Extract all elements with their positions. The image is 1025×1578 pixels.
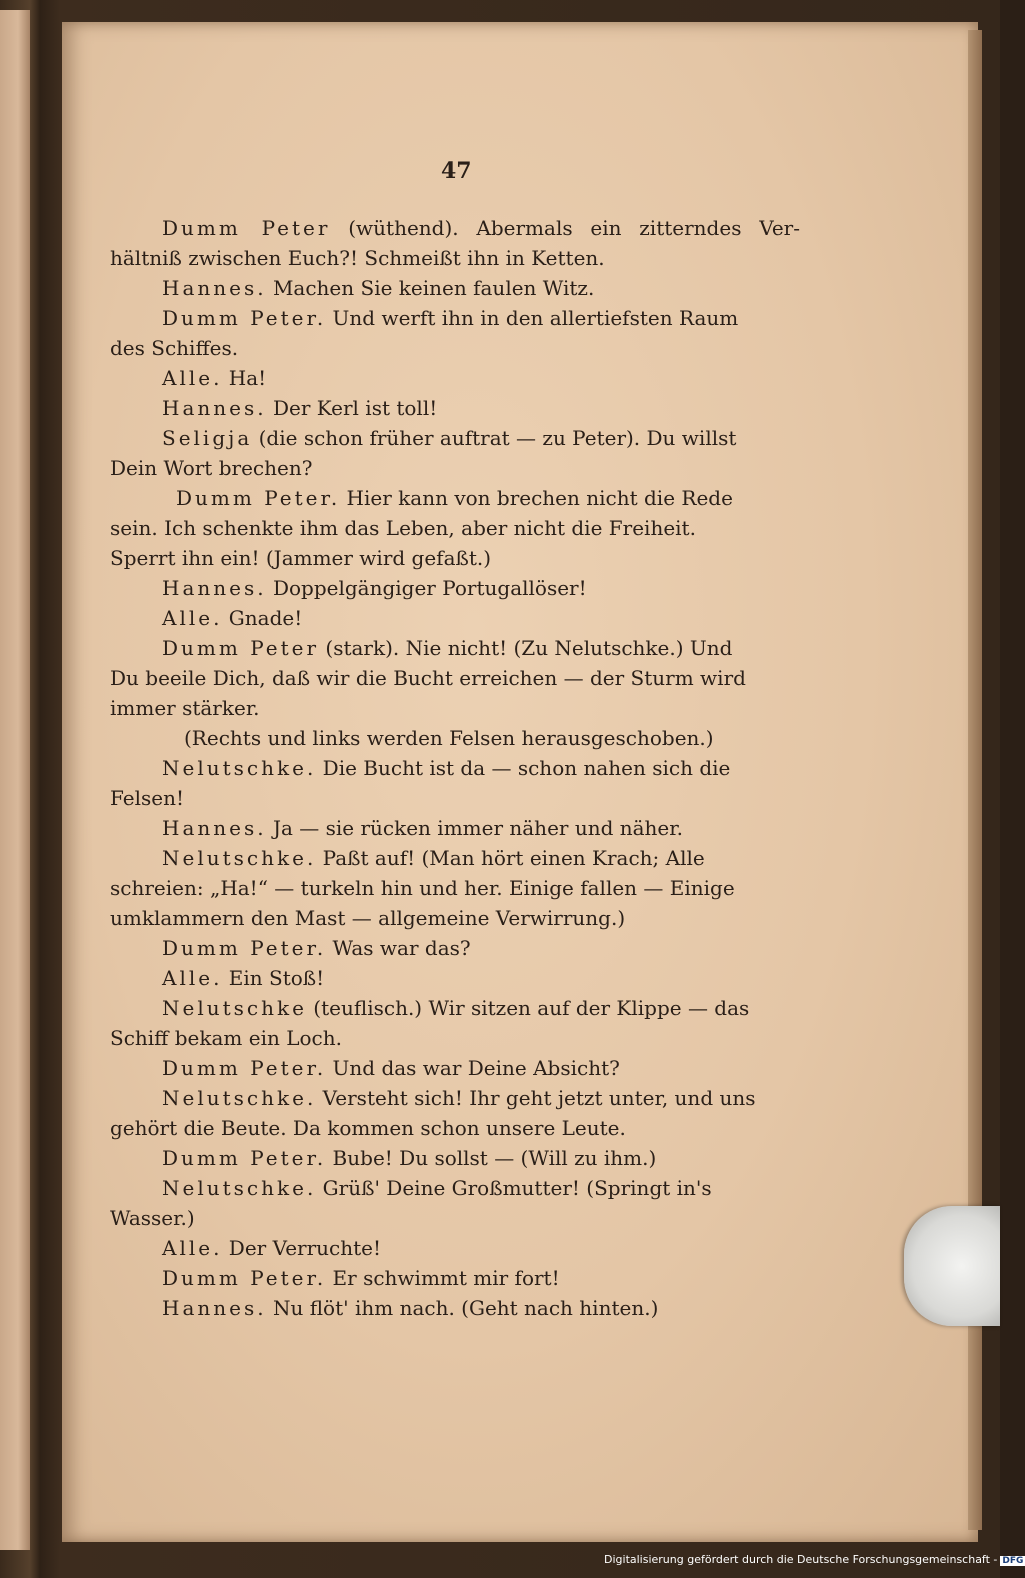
text-line: Alle. Der Verruchte! xyxy=(162,1236,382,1260)
text-line: Alle. Ein Stoß! xyxy=(162,966,325,990)
left-page-edge xyxy=(0,10,30,1550)
text-line: hältniß zwischen Euch?! Schmeißt ihn in Ketten. xyxy=(110,246,605,270)
text-line: Dumm Peter. Bube! Du sollst — (Will zu ihm.) xyxy=(162,1146,657,1170)
text-line: Sperrt ihn ein! (Jammer wird gefaßt.) xyxy=(110,546,492,570)
text-line: Nelutschke. Grüß' Deine Großmutter! (Springt in's xyxy=(162,1176,712,1200)
text-line: Nelutschke. Versteht sich! Ihr geht jetzt unter, und uns xyxy=(162,1086,756,1110)
text-line: Seligja (die schon früher auftrat — zu Peter). Du willst xyxy=(162,426,737,450)
text-line: schreien: „Ha!“ — turkeln hin und her. Einige fallen — Einige xyxy=(110,876,735,900)
text-line: Wasser.) xyxy=(110,1206,195,1230)
text-line: Hannes. Doppelgängiger Portugallöser! xyxy=(162,576,587,600)
text-line: Alle. Gnade! xyxy=(162,606,303,630)
digitization-credit: Digitalisierung gefördert durch die Deutsche Forschungsgemeinschaft - DFG xyxy=(604,1553,1024,1566)
text-line: Dein Wort brechen? xyxy=(110,456,313,480)
text-line: Schiff bekam ein Loch. xyxy=(110,1026,342,1050)
text-line: Alle. Ha! xyxy=(162,366,267,390)
text-line: Dumm Peter (wüthend). Abermals ein zitterndes Ver- xyxy=(162,216,800,240)
text-line: Dumm Peter. Und werft ihn in den allertiefsten Raum xyxy=(162,306,739,330)
text-line: Dumm Peter. Und das war Deine Absicht? xyxy=(162,1056,620,1080)
text-line: Dumm Peter (stark). Nie nicht! (Zu Nelutschke.) Und xyxy=(162,636,733,660)
text-line: Felsen! xyxy=(110,786,185,810)
page-number: 47 xyxy=(441,158,472,184)
text-line: Dumm Peter. Er schwimmt mir fort! xyxy=(162,1266,560,1290)
text-line: gehört die Beute. Da kommen schon unsere Leute. xyxy=(110,1116,626,1140)
text-line: Dumm Peter. Was war das? xyxy=(162,936,471,960)
dfg-logo: DFG xyxy=(1002,1556,1024,1566)
text-line: des Schiffes. xyxy=(110,336,239,360)
text-line: Hannes. Machen Sie keinen faulen Witz. xyxy=(162,276,595,300)
text-line: Nelutschke. Die Bucht ist da — schon nahen sich die xyxy=(162,756,731,780)
stage-direction: (Rechts und links werden Felsen herausgeschoben.) xyxy=(184,726,714,750)
text-line: Nelutschke (teuflisch.) Wir sitzen auf der Klippe — das xyxy=(162,996,750,1020)
text-line: Hannes. Der Kerl ist toll! xyxy=(162,396,438,420)
text-line: umklammern den Mast — allgemeine Verwirrung.) xyxy=(110,906,626,930)
text-line: immer stärker. xyxy=(110,696,260,720)
text-line: Hannes. Ja — sie rücken immer näher und näher. xyxy=(162,816,683,840)
text-line: Hannes. Nu flöt' ihm nach. (Geht nach hinten.) xyxy=(162,1296,659,1320)
page-text xyxy=(110,213,800,1323)
text-line: Dumm Peter. Hier kann von brechen nicht die Rede xyxy=(176,486,733,510)
text-line: Nelutschke. Paßt auf! (Man hört einen Krach; Alle xyxy=(162,846,705,870)
text-line: sein. Ich schenkte ihm das Leben, aber nicht die Freiheit. xyxy=(110,516,696,540)
text-line: Du beeile Dich, daß wir die Bucht erreichen — der Sturm wird xyxy=(110,666,746,690)
page-clip xyxy=(904,1206,1000,1326)
